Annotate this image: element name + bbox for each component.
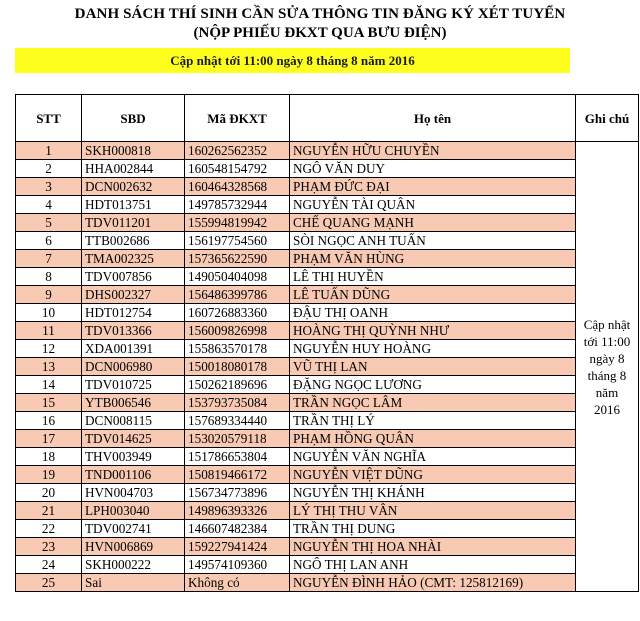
table-row: [16, 304, 639, 322]
table-row: [16, 286, 639, 304]
column-header-ho-ten: Họ tên: [290, 95, 576, 142]
column-header-ghi-chu: Ghi chú: [576, 95, 639, 142]
cell-ma-dkxt: 149050404098: [185, 268, 290, 286]
cell-stt: 18: [16, 448, 82, 466]
cell-sbd: SKH000818: [82, 142, 185, 160]
table-row: [16, 340, 639, 358]
cell-ho-ten: PHẠM HỒNG QUÂN: [290, 430, 576, 448]
column-header-stt: STT: [16, 95, 82, 142]
column-header-ma-dkxt: Mã ĐKXT: [185, 95, 290, 142]
cell-sbd: HDT013751: [82, 196, 185, 214]
cell-ho-ten: NGUYỄN THỊ KHÁNH: [290, 484, 576, 502]
cell-ma-dkxt: 150018080178: [185, 358, 290, 376]
cell-stt: 14: [16, 376, 82, 394]
cell-ho-ten: LÝ THỊ THU VÂN: [290, 502, 576, 520]
table-row: [16, 196, 639, 214]
table-row: [16, 484, 639, 502]
cell-ho-ten: SÒI NGỌC ANH TUẤN: [290, 232, 576, 250]
cell-stt: 23: [16, 538, 82, 556]
cell-ma-dkxt: 159227941424: [185, 538, 290, 556]
table-header: [16, 95, 639, 142]
cell-sbd: HVN006869: [82, 538, 185, 556]
cell-ma-dkxt: 156009826998: [185, 322, 290, 340]
table-body: [16, 142, 639, 592]
cell-ma-dkxt: 151786653804: [185, 448, 290, 466]
table-row: [16, 520, 639, 538]
cell-ho-ten: TRẦN THỊ DUNG: [290, 520, 576, 538]
cell-ho-ten: VŨ THỊ LAN: [290, 358, 576, 376]
cell-ho-ten: ĐẶNG NGỌC LƯƠNG: [290, 376, 576, 394]
cell-ho-ten: NGUYỄN HUY HOÀNG: [290, 340, 576, 358]
cell-ma-dkxt: 146607482384: [185, 520, 290, 538]
cell-stt: 4: [16, 196, 82, 214]
cell-ma-dkxt: 156734773896: [185, 484, 290, 502]
cell-ho-ten: NGUYỄN VIỆT DŨNG: [290, 466, 576, 484]
cell-stt: 22: [16, 520, 82, 538]
cell-sbd: TTB002686: [82, 232, 185, 250]
cell-ho-ten: CHẾ QUANG MẠNH: [290, 214, 576, 232]
cell-ma-dkxt: 157365622590: [185, 250, 290, 268]
cell-sbd: TDV014625: [82, 430, 185, 448]
table-row: [16, 466, 639, 484]
cell-sbd: YTB006546: [82, 394, 185, 412]
cell-stt: 13: [16, 358, 82, 376]
cell-ma-dkxt: 150262189696: [185, 376, 290, 394]
candidate-table: [15, 94, 639, 592]
cell-stt: 24: [16, 556, 82, 574]
cell-stt: 2: [16, 160, 82, 178]
cell-ho-ten: PHẠM ĐỨC ĐẠI: [290, 178, 576, 196]
table-row: [16, 502, 639, 520]
cell-sbd: DHS002327: [82, 286, 185, 304]
cell-ho-ten: NGUYỄN TÀI QUÂN: [290, 196, 576, 214]
cell-sbd: DCN008115: [82, 412, 185, 430]
table-row: [16, 376, 639, 394]
update-banner: Cập nhật tới 11:00 ngày 8 tháng 8 năm 2016: [15, 48, 570, 73]
cell-ho-ten: LÊ TUẤN DŨNG: [290, 286, 576, 304]
cell-stt: 10: [16, 304, 82, 322]
cell-sbd: TDV013366: [82, 322, 185, 340]
table-row: [16, 556, 639, 574]
cell-ma-dkxt: 157689334440: [185, 412, 290, 430]
table-row: [16, 250, 639, 268]
table-row: [16, 574, 639, 592]
cell-ma-dkxt: 153793735084: [185, 394, 290, 412]
cell-stt: 7: [16, 250, 82, 268]
document-subtitle: (NỘP PHIẾU ĐKXT QUA BƯU ĐIỆN): [193, 25, 447, 41]
cell-ma-dkxt: 160726883360: [185, 304, 290, 322]
cell-ho-ten: NGUYỄN ĐÌNH HẢO (CMT: 125812169): [290, 574, 576, 592]
cell-ho-ten: NGÔ VĂN DUY: [290, 160, 576, 178]
cell-ho-ten: TRẦN NGỌC LÂM: [290, 394, 576, 412]
cell-sbd: TDV002741: [82, 520, 185, 538]
cell-sbd: TMA002325: [82, 250, 185, 268]
cell-ho-ten: TRẦN THỊ LÝ: [290, 412, 576, 430]
cell-stt: 11: [16, 322, 82, 340]
cell-sbd: SKH000222: [82, 556, 185, 574]
cell-sbd: LPH003040: [82, 502, 185, 520]
cell-sbd: DCN006980: [82, 358, 185, 376]
cell-stt: 21: [16, 502, 82, 520]
cell-stt: 9: [16, 286, 82, 304]
cell-ho-ten: LÊ THỊ HUYỀN: [290, 268, 576, 286]
table-row: [16, 322, 639, 340]
cell-stt: 17: [16, 430, 82, 448]
cell-stt: 1: [16, 142, 82, 160]
cell-ma-dkxt: 149785732944: [185, 196, 290, 214]
table-row: [16, 394, 639, 412]
cell-sbd: THV003949: [82, 448, 185, 466]
cell-ma-dkxt: 160262562352: [185, 142, 290, 160]
cell-stt: 19: [16, 466, 82, 484]
cell-ma-dkxt: 160548154792: [185, 160, 290, 178]
table-row: [16, 358, 639, 376]
cell-sbd: TND001106: [82, 466, 185, 484]
cell-sbd: XDA001391: [82, 340, 185, 358]
cell-stt: 6: [16, 232, 82, 250]
column-header-sbd: SBD: [82, 95, 185, 142]
cell-ma-dkxt: 150819466172: [185, 466, 290, 484]
cell-ma-dkxt: Không có: [185, 574, 290, 592]
table-row: [16, 178, 639, 196]
table-row: [16, 538, 639, 556]
cell-stt: 20: [16, 484, 82, 502]
cell-sbd: DCN002632: [82, 178, 185, 196]
cell-sbd: HHA002844: [82, 160, 185, 178]
table-row: [16, 232, 639, 250]
table-row: [16, 160, 639, 178]
table-row: [16, 214, 639, 232]
cell-ma-dkxt: 149896393326: [185, 502, 290, 520]
table-row: [16, 448, 639, 466]
cell-sbd: HVN004703: [82, 484, 185, 502]
cell-ma-dkxt: 149574109360: [185, 556, 290, 574]
cell-ho-ten: PHẠM VĂN HÙNG: [290, 250, 576, 268]
table-row: [16, 142, 639, 160]
cell-sbd: HDT012754: [82, 304, 185, 322]
cell-stt: 15: [16, 394, 82, 412]
cell-stt: 3: [16, 178, 82, 196]
document-title: DANH SÁCH THÍ SINH CẦN SỬA THÔNG TIN ĐĂNG KÝ XÉT TUYỂN: [74, 6, 566, 22]
cell-ho-ten: NGÔ THỊ LAN ANH: [290, 556, 576, 574]
table-row: [16, 412, 639, 430]
cell-ma-dkxt: 155994819942: [185, 214, 290, 232]
cell-ghi-chu-note: Cập nhật tới 11:00 ngày 8 tháng 8 năm 2016: [576, 142, 639, 592]
cell-ho-ten: NGUYỄN THỊ HOA NHÀI: [290, 538, 576, 556]
cell-stt: 12: [16, 340, 82, 358]
cell-ma-dkxt: 153020579118: [185, 430, 290, 448]
cell-sbd: TDV007856: [82, 268, 185, 286]
cell-sbd: TDV010725: [82, 376, 185, 394]
cell-stt: 8: [16, 268, 82, 286]
cell-stt: 16: [16, 412, 82, 430]
candidate-table-wrapper: [15, 94, 639, 592]
table-row: [16, 268, 639, 286]
cell-ma-dkxt: 156486399786: [185, 286, 290, 304]
cell-ma-dkxt: 160464328568: [185, 178, 290, 196]
cell-ma-dkxt: 156197754560: [185, 232, 290, 250]
cell-ho-ten: ĐẬU THỊ OANH: [290, 304, 576, 322]
cell-ho-ten: NGUYỄN VĂN NGHĨA: [290, 448, 576, 466]
cell-stt: 5: [16, 214, 82, 232]
cell-ho-ten: NGUYỄN HỮU CHUYỀN: [290, 142, 576, 160]
cell-sbd: Sai: [82, 574, 185, 592]
cell-sbd: TDV011201: [82, 214, 185, 232]
cell-ho-ten: HOÀNG THỊ QUỲNH NHƯ: [290, 322, 576, 340]
table-row: [16, 430, 639, 448]
cell-ma-dkxt: 155863570178: [185, 340, 290, 358]
cell-stt: 25: [16, 574, 82, 592]
